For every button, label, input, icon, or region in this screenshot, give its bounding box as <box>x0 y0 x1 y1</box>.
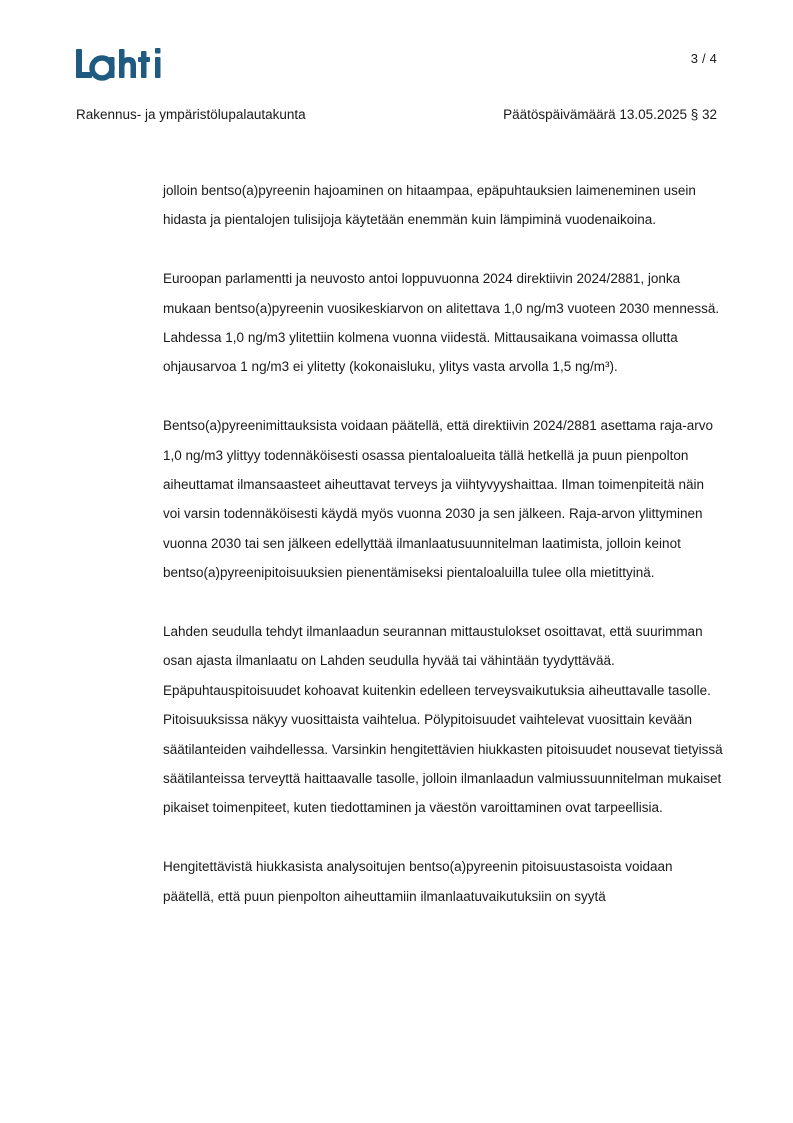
paragraph: Lahden seudulla tehdyt ilmanlaadun seurannan mittaustulokset osoittavat, että suurimman osan ajasta ilmanlaatu on Lahden seudulla hyvää tai vähintään tyydyttävää. Epäpuhtauspitoisuudet kohoavat kuitenkin edelleen terveysvaikutuksia aiheuttavalle tasolle. Pitoisuuksissa näkyy vuosittaista vaihtelua. Pölypitoisuudet vaihtelevat vuosittain kevään säätilanteiden vaihdellessa. Varsinkin hengitettävien hiukkasten pitoisuudet nousevat tietyissä säätilanteissa terveyttä haittaavalle tasolle, jolloin ilmanlaadun valmiussuunnitelman mukaiset pikaiset toimenpiteet, kuten tiedottaminen ja väestön varoittaminen ovat tarpeellisia. <box>163 624 723 816</box>
decision-date: Päätöspäivämäärä 13.05.2025 § 32 <box>503 107 717 122</box>
paragraph: Bentso(a)pyreenimittauksista voidaan päätellä, että direktiivin 2024/2881 asettama raja-arvo 1,0 ng/m3 ylittyy todennäköisesti osassa pientaloalueita tällä hetkellä ja puun pienpolton aiheuttamat ilmansaasteet aiheuttavat terveys ja viihtyvyyshaittaa. Ilman toimenpiteitä näin voi varsin todennäköisesti käydä myös vuonna 2030 ja sen jälkeen. Raja-arvon ylittyminen vuonna 2030 tai sen jälkeen edellyttää ilmanlaatusuunnitelman laatimista, jolloin keinot bentso(a)pyreenipitoisuuksien pienentämiseksi pientaloaluilla tulee olla mietittyinä. <box>163 418 714 581</box>
paragraph: Euroopan parlamentti ja neuvosto antoi loppuvuonna 2024 direktiivin 2024/2881, jonka mukaan bentso(a)pyreenin vuosikeskiarvon on alitettava 1,0 ng/m3 vuoteen 2030 mennessä. Lahdessa 1,0 ng/m3 ylitettiin kolmena vuonna viidestä. Mittausaikana voimassa ollutta ohjausarvoa 1 ng/m3 ei ylitetty (kokonaisluku, ylitys vasta arvolla 1,5 ng/m³). <box>163 271 720 375</box>
document-body <box>163 176 723 911</box>
paragraph: Hengitettävistä hiukkasista analysoitujen bentso(a)pyreenin pitoisuustasoista voidaan päätellä, että puun pienpolton aiheuttamiin ilmanlaatuvaikutuksiin on syytä <box>163 859 673 904</box>
page-number: 3 / 4 <box>690 51 717 66</box>
organization-name: Rakennus- ja ympäristölupalautakunta <box>76 107 306 122</box>
lahti-logo <box>75 44 167 84</box>
document-header <box>76 107 717 122</box>
paragraph: jolloin bentso(a)pyreenin hajoaminen on hitaampaa, epäpuhtauksien laimeneminen usein hidasta ja pientalojen tulisijoja käytetään enemmän kuin lämpiminä vuodenaikoina. <box>163 183 696 228</box>
